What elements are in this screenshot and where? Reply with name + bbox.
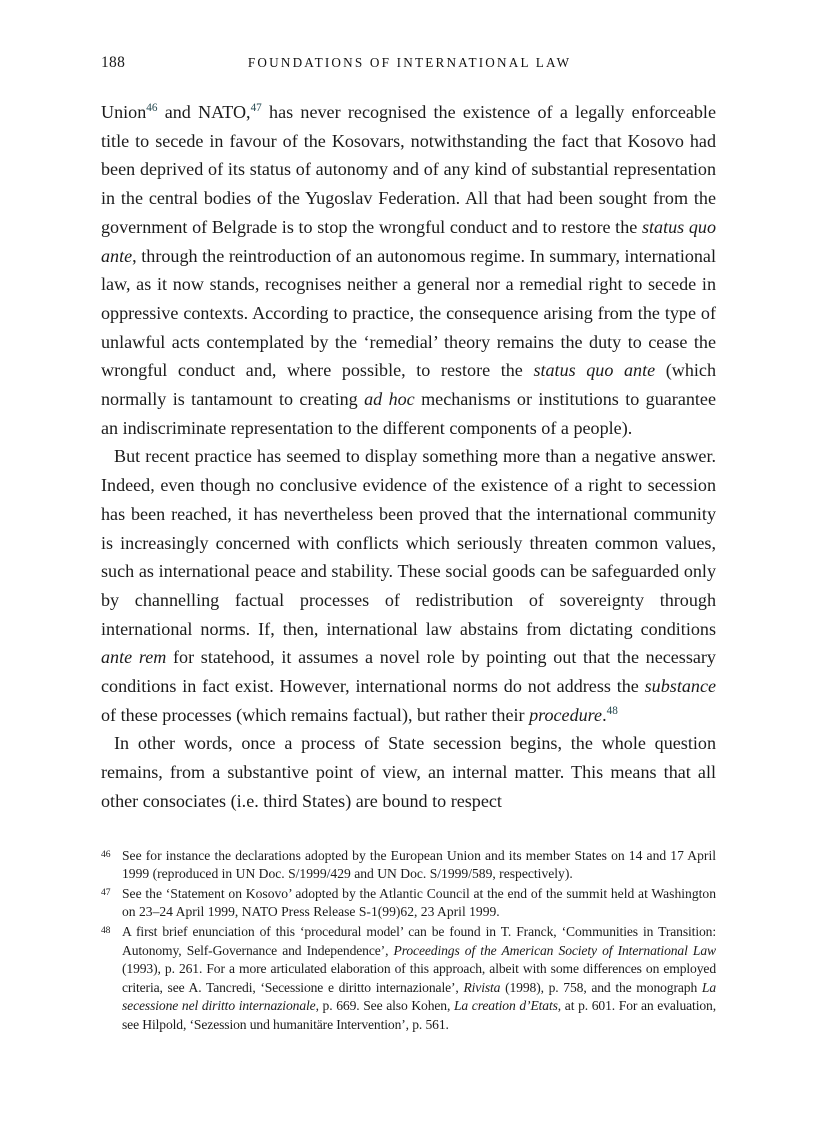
- running-title: FOUNDATIONS OF INTERNATIONAL LAW: [247, 55, 572, 70]
- italic-run: substance: [644, 676, 716, 697]
- text-run: In other words, once a process of State secession begins, the whole question remains, from a substantive point of view, an internal matter. This means that all other consociates (i.e. third States) are bound to respect: [101, 733, 716, 811]
- footnote-marker: 46: [101, 848, 111, 860]
- footnote-reference[interactable]: 48: [606, 704, 618, 717]
- text-run: for statehood, it assumes a novel role by pointing out that the necessary conditions in fact exist. However, international norms do not address the: [101, 647, 716, 697]
- text-run: , through the reintroduction of an autonomous regime. In summary, international law, as it now stands, recognises neither a general nor a remedial right to secede in oppressive contexts. According to practice, the consequence arising from the type of unlawful acts contemplated by the ‘remedial’ theory remains the duty to cease the wrongful conduct and, where possible, to restore the: [101, 245, 716, 381]
- italic-run: ante rem: [101, 647, 167, 668]
- page-number: 188: [101, 54, 126, 71]
- text-run: (1998), p. 758, and the monograph: [500, 979, 702, 995]
- text-run: of these processes (which remains factual), but rather their: [101, 704, 530, 725]
- footnote-47: [101, 885, 716, 922]
- text-run: A first brief enunciation of this ‘procedural model’ can be found in T. Franck, ‘Communities in Transition: Autonomy, Self-Governance and Independence’,: [122, 923, 716, 958]
- footnote-46: [101, 847, 716, 884]
- text-run: mechanisms or institutions to guarantee an indiscriminate representation to the different components of a people).: [101, 389, 716, 438]
- footnote-marker: 47: [101, 886, 111, 898]
- footnote-text: [122, 886, 716, 920]
- text-run: See for instance the declarations adopted by the European Union and its member States on 14 and 17 April 1999 (reproduced in UN Doc. S/1999/429 and UN Doc. S/1999/589, respectively).: [122, 847, 716, 882]
- footnote-text: [122, 924, 716, 1032]
- italic-run: Rivista: [463, 979, 501, 995]
- italic-run: La secessione nel diritto internazionale: [122, 979, 716, 1014]
- text-run: (1993), p. 261. For a more articulated elaboration of this approach, albeit with some differences on employed criteria, see A. Tancredi, ‘Secessione e diritto internazionale’,: [122, 961, 716, 995]
- italic-run: status quo ante: [101, 216, 717, 266]
- paragraph-1: [101, 98, 716, 442]
- text-run: .: [602, 704, 607, 725]
- text-run: But recent practice has seemed to display something more than a negative answer. Indeed, even though no conclusive evidence of the existence of a right to secession has been reached, it has nevertheless been proved that the international community is increasingly concerned with conflicts which seriously threaten common values, such as international peace and stability. These social goods can be safeguarded only by channelling factual processes of redistribution of sovereignty through international norms. If, then, international law abstains from dictating conditions: [101, 446, 716, 639]
- footnote-marker: 48: [101, 924, 111, 936]
- footnote-reference[interactable]: 46: [146, 101, 158, 114]
- footnote-section: [101, 847, 716, 1035]
- text-run: See the ‘Statement on Kosovo’ adopted by the Atlantic Council at the end of the summit held at Washington on 23–24 April 1999, NATO Press Release S-1(99)62, 23 April 1999.: [122, 885, 716, 920]
- text-run: and NATO,: [157, 102, 251, 122]
- body-text: [101, 98, 716, 816]
- running-head: [101, 54, 716, 78]
- text-run: has never recognised the existence of a legally enforceable title to secede in favour of the Kosovars, notwithstanding the fact that Kosovo had been deprived of its status of autonomy and of any kind of substantial representation in the central bodies of the Yugoslav Federation. All that had been sought from the government of Belgrade is to stop the wrongful conduct and to restore the: [101, 102, 716, 237]
- text-run: Union: [101, 102, 147, 122]
- italic-run: Proceedings of the American Society of International Law: [393, 942, 716, 958]
- text-run: (which normally is tantamount to creating: [101, 360, 716, 410]
- italic-run: procedure: [529, 704, 603, 725]
- footnote-text: [122, 848, 716, 882]
- page-content: [101, 0, 716, 1036]
- italic-run: status quo ante: [533, 360, 656, 381]
- italic-run: ad hoc: [364, 389, 415, 410]
- paragraph-2: [101, 442, 716, 729]
- italic-run: La creation d’Etats: [453, 998, 558, 1014]
- text-run: , at p. 601. For an evaluation, see Hilpold, ‘Sezession und humanitäre Intervention’, p. 561.: [122, 998, 716, 1032]
- footnote-reference[interactable]: 47: [250, 101, 262, 114]
- paragraph-3: [101, 729, 716, 815]
- footnote-48: [101, 923, 716, 1035]
- text-run: , p. 669. See also Kohen,: [315, 998, 454, 1014]
